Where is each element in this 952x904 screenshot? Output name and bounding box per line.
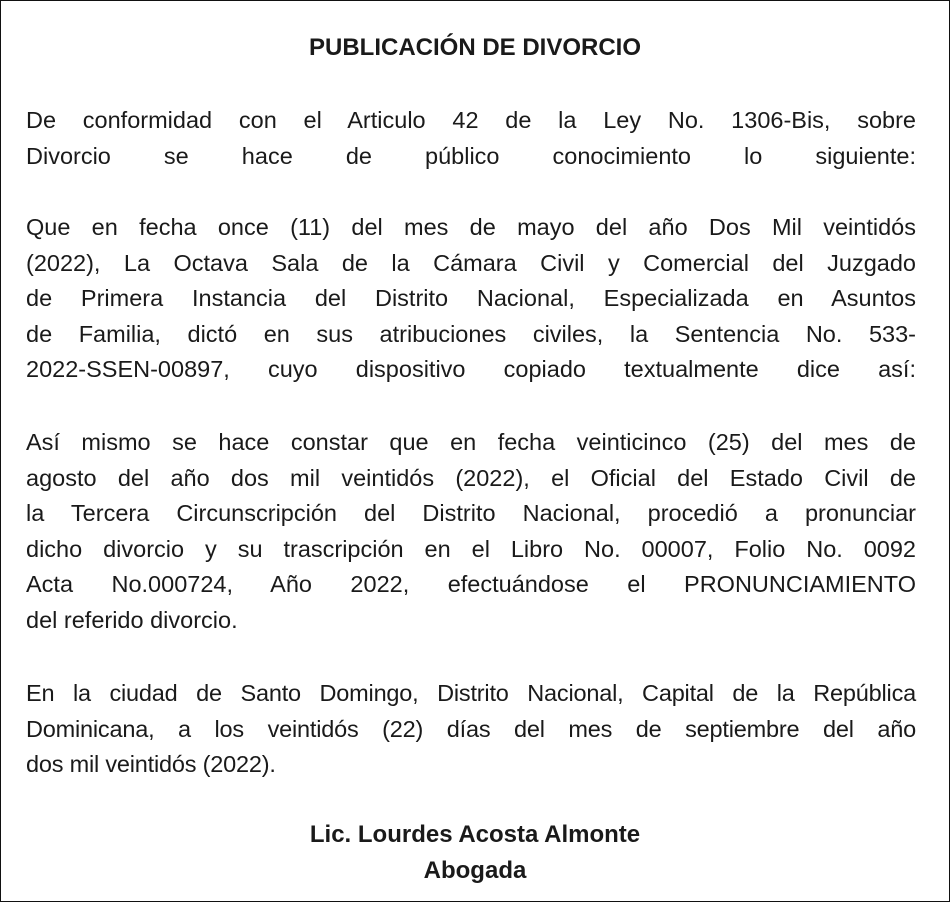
notice-title: PUBLICACIÓN DE DIVORCIO [308, 34, 641, 61]
text-line: 2022-SSEN-00897, cuyo dispositivo copiado textualmente dice así: [26, 356, 916, 382]
paragraph-pronouncement [26, 425, 916, 638]
text-line: dicho divorcio y su trascripción en el Libro No. 00007, Folio No. 0092 [26, 535, 916, 562]
text-line: la Tercera Circunscripción del Distrito Nacional, procedió a pronunciar [26, 500, 916, 526]
text-line: agosto del año dos mil veintidós (2022), el Oficial del Estado Civil de [26, 464, 916, 491]
text-line: Dominicana, a los veintidós (22) días del mes de septiembre del año [26, 715, 916, 742]
signature-block [1, 817, 949, 889]
text-line: Así mismo se hace constar que en fecha veinticinco (25) del mes de [26, 429, 916, 455]
text-line: Divorcio se hace de público conocimiento lo siguiente: [26, 142, 916, 169]
paragraph-sentence [26, 210, 916, 388]
text-line: En la ciudad de Santo Domingo, Distrito Nacional, Capital de la República [26, 680, 916, 706]
text-line: de Primera Instancia del Distrito Nacional, Especializada en Asuntos [26, 285, 916, 311]
signatory-role: Abogada [423, 857, 527, 884]
text-line: de Familia, dictó en sus atribuciones civiles, la Sentencia No. 533- [26, 320, 916, 347]
text-line: dos mil veintidós (2022). [26, 751, 276, 777]
text-line: De conformidad con el Articulo 42 de la Ley No. 1306-Bis, sobre [26, 107, 916, 133]
text-line: del referido divorcio. [26, 606, 238, 633]
paragraph-closing [26, 676, 916, 783]
text-line: (2022), La Octava Sala de la Cámara Civil y Comercial del Juzgado [26, 249, 916, 276]
signatory-name: Lic. Lourdes Acosta Almonte [309, 821, 641, 848]
paragraph-intro [26, 103, 916, 174]
text-line: Acta No.000724, Año 2022, efectuándose el PRONUNCIAMIENTO [26, 571, 916, 597]
text-line: Que en fecha once (11) del mes de mayo del año Dos Mil veintidós [26, 214, 916, 240]
